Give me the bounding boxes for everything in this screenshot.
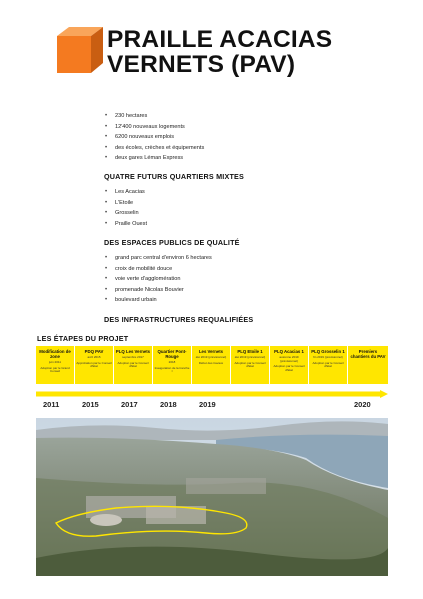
timeline-step-final <box>348 346 388 384</box>
list-item: • Praille Ouest <box>104 219 384 230</box>
step-note: Adoption par le Grand Conseil <box>40 365 70 373</box>
public-spaces-section <box>104 238 384 306</box>
districts-section <box>104 172 384 229</box>
timeline-year: 2015 <box>82 400 99 409</box>
list-item: • grand parc central d'environ 6 hectares <box>104 253 384 264</box>
step-date: 2018 <box>168 360 176 364</box>
list-item: • Grosselin <box>104 208 384 219</box>
title-line-2: VERNETS (PAV) <box>107 51 296 78</box>
timeline-step <box>192 346 230 384</box>
list-item: • voie verte d'agglomération <box>104 274 384 285</box>
timeline-step <box>270 346 308 384</box>
step-note: Adoption par le Conseil d'Etat <box>312 360 344 368</box>
section-heading: DES ESPACES PUBLICS DE QUALITÉ <box>104 238 240 247</box>
list-item: • Les Acacias <box>104 187 384 198</box>
timeline-year: 2020 <box>354 400 371 409</box>
step-note: Inauguration de la tranche I <box>154 365 190 373</box>
step-note: Approbation par le Conseil d'Etat <box>76 360 112 368</box>
step-title: PLQ Etoile 1 <box>237 349 263 354</box>
aerial-photo <box>36 418 388 576</box>
list-item: • 12'400 nouveaux logements <box>104 122 384 133</box>
step-date: été 2019 (prévisionnel) <box>195 355 227 359</box>
timeline-year: 2017 <box>121 400 138 409</box>
timeline-step <box>75 346 113 384</box>
list-item: • 6200 nouveaux emplois <box>104 132 384 143</box>
timeline-year: 2018 <box>160 400 177 409</box>
key-figures-section <box>104 111 384 164</box>
step-date: juin 2011 <box>49 360 61 364</box>
timeline-step <box>114 346 152 384</box>
timeline-year: 2019 <box>199 400 216 409</box>
step-date: septembre 2017 <box>122 355 144 359</box>
list-item: • des écoles, crèches et équipements <box>104 143 384 154</box>
public-spaces-list <box>104 253 384 306</box>
title-line-1: PRAILLE ACACIAS <box>107 26 333 53</box>
step-title: PLQ Acacias 1 <box>274 349 304 354</box>
section-heading: QUATRE FUTURS QUARTIERS MIXTES <box>104 172 245 181</box>
step-date: automne 2019 (prévisionnel) <box>279 355 299 363</box>
key-figures-list <box>104 111 384 164</box>
timeline-heading: LES ÉTAPES DU PROJET <box>37 334 129 343</box>
timeline-step <box>36 346 74 384</box>
step-title: Modification de zone <box>39 349 71 359</box>
step-date: fin 2019 (prévisionnel) <box>313 355 343 359</box>
list-item: • 230 hectares <box>104 111 384 122</box>
timeline-step <box>309 346 347 384</box>
step-note: Début des travaux <box>198 360 224 365</box>
orange-cube-logo <box>57 27 103 73</box>
step-title: PDQ PAV <box>84 349 104 354</box>
step-title: PLQ Grosselin 1 <box>311 349 345 354</box>
step-date: été 2019 (prévisionnel) <box>234 355 266 359</box>
infrastructure-section <box>104 315 384 324</box>
step-date: avril 2015 <box>87 355 101 359</box>
districts-list <box>104 187 384 229</box>
list-item: • deux gares Léman Express <box>104 153 384 164</box>
timeline-year: 2011 <box>43 400 60 409</box>
list-item: • L'Etoile <box>104 198 384 209</box>
step-title: Les Vernets <box>198 349 224 354</box>
list-item: • promenade Nicolas Bouvier <box>104 285 384 296</box>
step-title: Premiers chantiers du PAV <box>350 349 386 359</box>
page-title <box>107 27 332 77</box>
timeline-step <box>153 346 191 384</box>
step-title: Quartier Pont-Rouge <box>157 349 187 359</box>
step-note: Adoption par le Conseil d'Etat <box>273 364 305 372</box>
step-note: Adoption par le Conseil d'Etat <box>117 360 149 368</box>
step-title: PLQ Les Vernets <box>115 349 151 354</box>
list-item: • croix de mobilité douce <box>104 264 384 275</box>
timeline-arrow <box>36 390 388 398</box>
step-note: Adoption par le Conseil d'Etat <box>234 360 266 368</box>
timeline-step <box>231 346 269 384</box>
section-heading: DES INFRASTRUCTURES REQUALIFIÉES <box>104 315 254 324</box>
list-item: • boulevard urbain <box>104 295 384 306</box>
